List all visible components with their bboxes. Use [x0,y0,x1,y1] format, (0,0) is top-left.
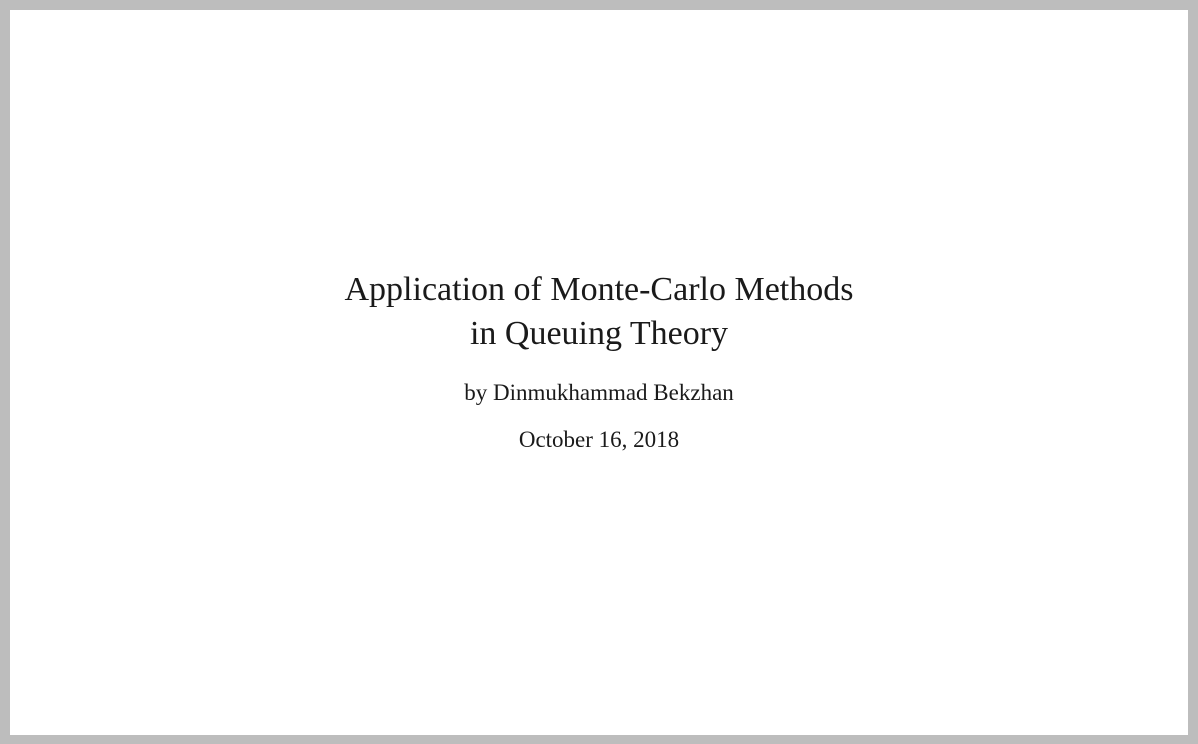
title-line-2: in Queuing Theory [469,315,729,352]
title-line-1: Application of Monte-Carlo Methods [344,271,854,308]
author-line: by Dinmukhammad Bekzhan [464,380,734,405]
date-line: October 16, 2018 [518,427,680,452]
title-page [10,10,1188,735]
document-title [10,268,1188,356]
